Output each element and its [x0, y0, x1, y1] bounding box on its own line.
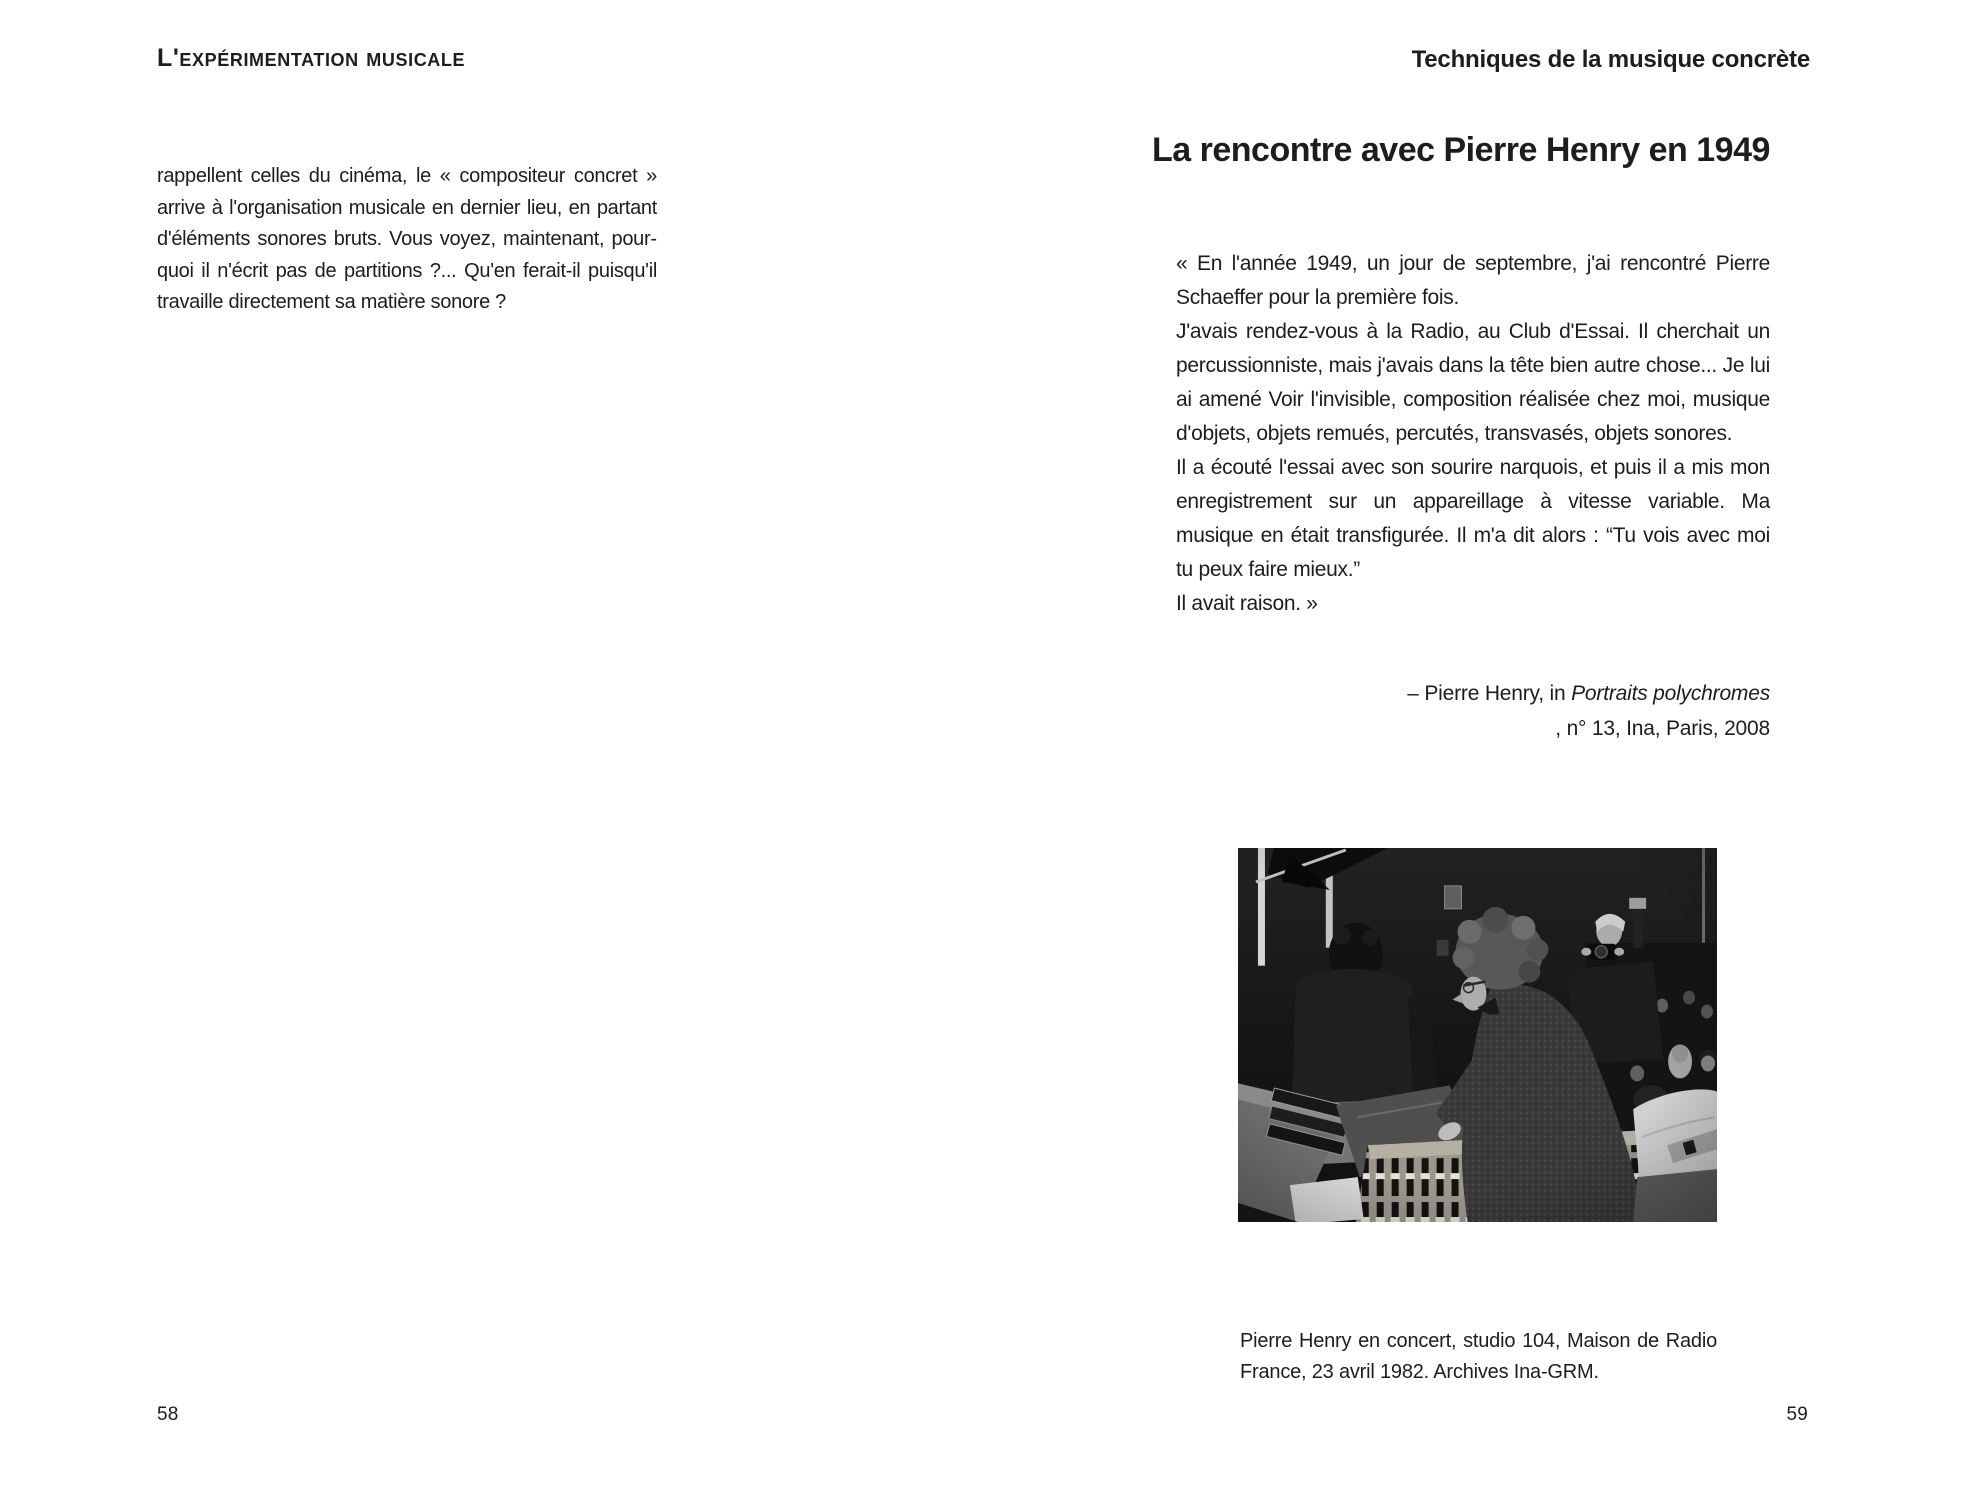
photo-vignette [1238, 848, 1717, 1222]
page-number-left: 58 [157, 1404, 179, 1425]
page-number-right: 59 [1786, 1404, 1808, 1425]
running-head-left: L'expérimentation musicale [157, 44, 466, 72]
body-text-continuation: rappellent celles du cinéma, le « compositeur concret » arrive à l'organisation musicale en dernier lieu, en partant d'éléments sonores bruts. Vous voyez, maintenant, pourquoi il n'écrit pas de partitions ?... Qu'en ferait-il puisqu'il travaille directement sa matière sonore ? [157, 165, 657, 313]
section-heading: La rencontre avec Pierre Henry en 1949 [1152, 131, 1770, 169]
attribution-author: – Pierre Henry, in [1407, 682, 1572, 705]
photo-caption: Pierre Henry en concert, studio 104, Maison de Radio France, 23 avril 1982. Archives Ina-GRM. [1240, 1330, 1717, 1383]
quote-paragraph: « En l'année 1949, un jour de septembre, j'ai rencontré Pierre Schaeffer pour la première fois. [1176, 252, 1770, 309]
attribution-work-title: Portraits polychromes [1571, 682, 1770, 705]
running-head-right: Techniques de la musique concrète [1411, 46, 1810, 73]
quote-paragraph: J'avais rendez-vous à la Radio, au Club d'Essai. Il cherchait un percussionniste, mais j'avais dans la tête bien autre chose... Je lui ai amené Voir l'invisible, composition réalisée chez moi, musique d'objets, objets remués, percutés, transvasés, objets sonores. [1176, 320, 1770, 445]
quote-attribution [1176, 676, 1770, 746]
concert-photo [1238, 848, 1717, 1222]
quote-paragraph: Il a écouté l'essai avec son sourire narquois, et puis il a mis mon enregistrement sur un appareillage à vitesse variable. Ma musique en était transfigurée. Il m'a dit alors : “Tu vois avec moi tu peux faire mieux.” [1176, 456, 1770, 581]
quote-block [1176, 247, 1770, 621]
attribution-details: , n° 13, Ina, Paris, 2008 [1555, 717, 1770, 740]
quote-paragraph: Il avait raison. » [1176, 592, 1318, 615]
